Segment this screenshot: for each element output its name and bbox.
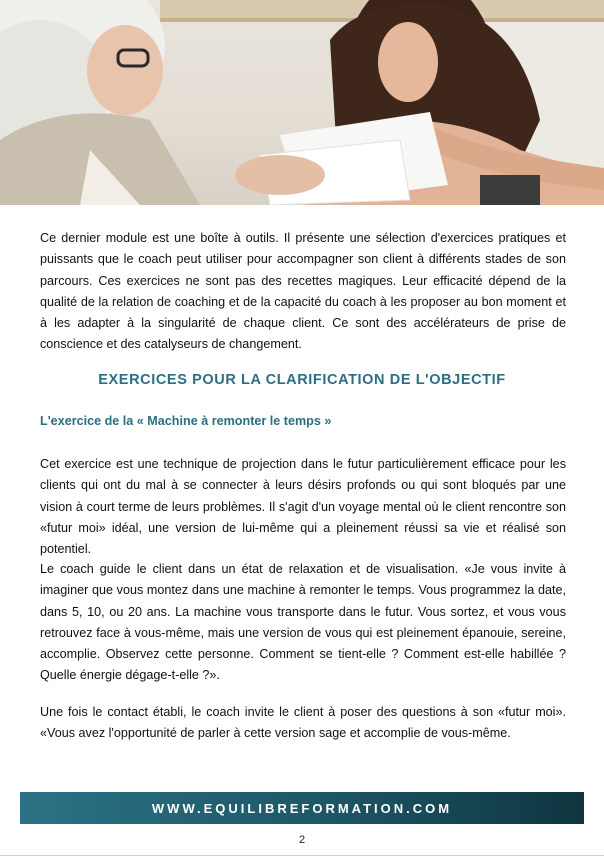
page-number: 2 [298,834,306,846]
bottom-divider [0,855,604,856]
section-title: EXERCICES POUR LA CLARIFICATION DE L'OBJECTIF [98,372,506,388]
intro-paragraph: Ce dernier module est une boîte à outils. Il présente une sélection d'exercices pratiques et puissants que le coach peut utiliser pour accompagner son client à différents stades de son parcours. Ces exercices ne sont pas des recettes magiques. Leur efficacité dépend de la qualité de la relation de coaching et de la capacité du coach à les proposer au bon moment et à les adapter à la singularité de chaque client. Ce sont des accélérateurs de prise de conscience et des catalyseurs de changement. [40,231,566,352]
paragraph-3: Une fois le contact établi, le coach invite le client à poser des questions à son «futur moi». «Vous avez l'opportunité de parler à cette version sage et accomplie de vous-même. [40,705,566,741]
footer-website-link[interactable]: WWW.EQUILIBREFORMATION.COM [151,800,453,816]
photo-illustration [0,0,604,205]
footer-banner [20,792,584,824]
paragraph-2: Le coach guide le client dans un état de relaxation et de visualisation. «Je vous invite à imaginer que vous montez dans une machine à remonter le temps. Vous programmez la date, dans 5, 10, ou 20 ans. La machine vous transporte dans le futur. Vous sortez, et vous vous retrouvez face à vous-même, mais une version de vous qui est pleinement épanouie, sereine, accomplie. Observez cette personne. Comment se tient-elle ? Comment est-elle habillée ? Quelle énergie dégage-t-elle ?». [40,562,566,683]
hero-photo [0,0,604,205]
paragraph-1: Cet exercice est une technique de projection dans le futur particulièrement efficace pour les clients qui ont du mal à se connecter à leurs désirs profonds ou qui sont bloqués par une vision à court terme de leurs problèmes. Il s'agit d'un voyage mental où le client rencontre son «futur moi» idéal, une version de lui-même qui a pleinement réussi sa vie et réalisé son potentiel. [40,457,566,557]
subsection-title: L'exercice de la « Machine à remonter le temps » [40,414,332,428]
